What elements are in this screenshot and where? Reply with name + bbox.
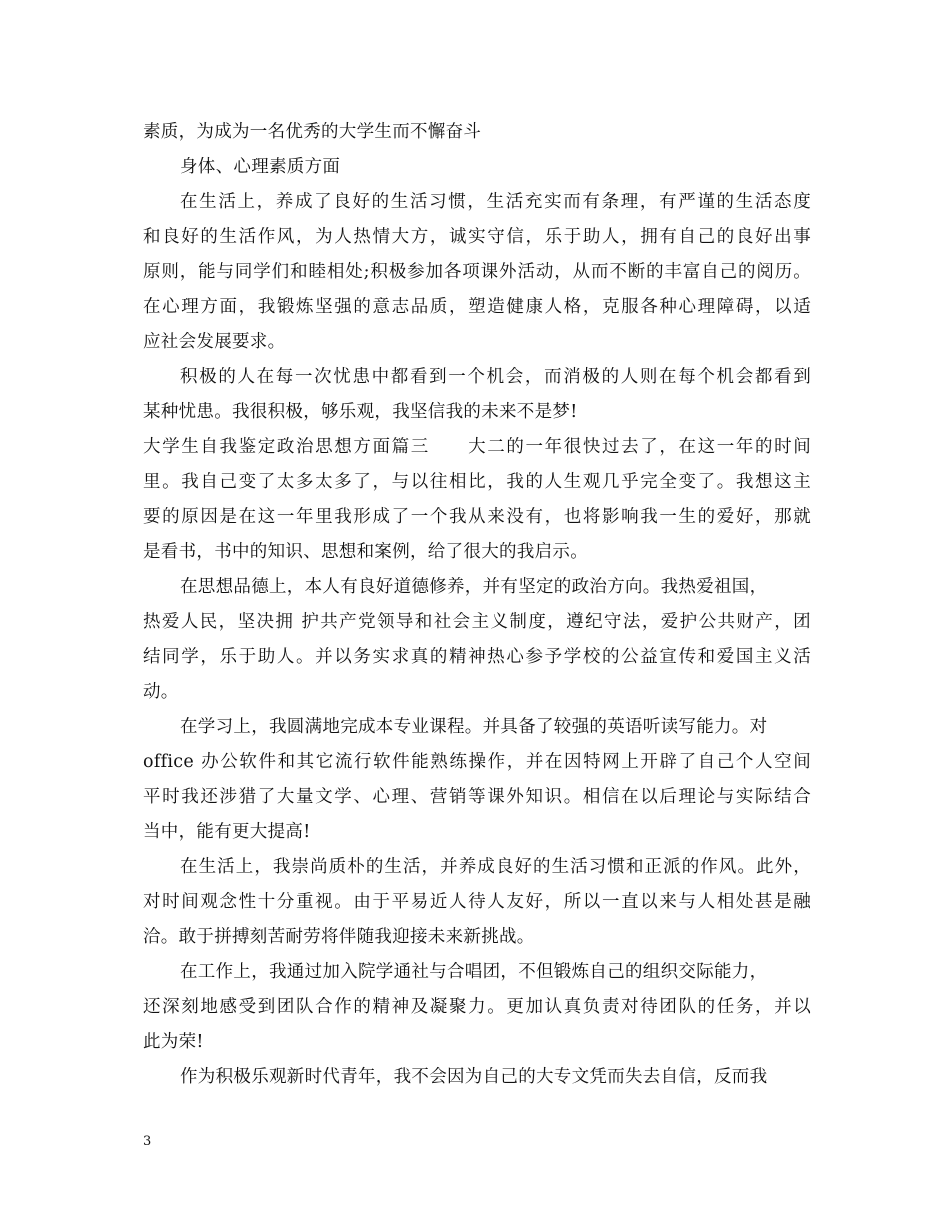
- text-line: office 办公软件和其它流行软件能熟练操作，并在因特网上开辟了自己个人空间: [143, 752, 811, 772]
- text-line: 对时间观念性十分重视。由于平易近人待人友好，所以一直以来与人相处甚是融: [143, 892, 811, 912]
- text-line: 在心理方面，我锻炼坚强的意志品质，塑造健康人格，克服各种心理障碍，以适: [143, 297, 811, 317]
- text-line: 要的原因是在这一年里我形成了一个我从来没有，也将影响我一生的爱好，那就: [143, 507, 811, 527]
- text-line: 应社会发展要求。: [143, 332, 286, 352]
- text-line: 积极的人在每一次忧患中都看到一个机会，而消极的人则在每个机会都看到: [180, 367, 811, 387]
- text-line: 作为积极乐观新时代青年，我不会因为自己的大专文凭而失去自信，反而我: [180, 1067, 768, 1087]
- text-line: 和良好的生活作风，为人热情大方，诚实守信，乐于助人，拥有自己的良好出事: [143, 227, 811, 247]
- text-line: 里。我自己变了太多太多了，与以往相比，我的人生观几乎完全变了。我想这主: [143, 472, 811, 492]
- document-body: [143, 115, 811, 1095]
- text-line: 在工作上，我通过加入院学通社与合唱团，不但锻炼自己的组织交际能力，: [180, 962, 768, 982]
- text-line: 素质，为成为一名优秀的大学生而不懈奋斗: [143, 122, 482, 142]
- page-number: 3: [143, 1134, 152, 1149]
- section-heading: 身体、心理素质方面: [180, 157, 341, 177]
- text-line: 是看书，书中的知识、思想和案例，给了很大的我启示。: [143, 542, 588, 562]
- text-line: 平时我还涉猎了大量文学、心理、营销等课外知识。相信在以后理论与实际结合: [143, 787, 811, 807]
- text-line: 某种忧患。我很积极，够乐观，我坚信我的未来不是梦!: [143, 402, 578, 422]
- text-line: 热爱人民，坚决拥 护共产党领导和社会主义制度，遵纪守法，爱护公共财产，团: [143, 612, 811, 632]
- text-line: 在生活上，我崇尚质朴的生活，并养成良好的生活习惯和正派的作风。此外，: [180, 857, 811, 877]
- text-line: 在思想品德上，本人有良好道德修养，并有坚定的政治方向。我热爱祖国，: [180, 577, 768, 597]
- text-line: 结同学，乐于助人。并以务实求真的精神热心参予学校的公益宣传和爱国主义活: [143, 647, 811, 667]
- text-line: 此为荣!: [143, 1032, 204, 1052]
- text-line: 大学生自我鉴定政治思想方面篇三 大二的一年很快过去了，在这一年的时间: [143, 437, 811, 457]
- text-line: 在生活上，养成了良好的生活习惯，生活充实而有条理，有严谨的生活态度: [180, 192, 811, 212]
- text-line: 原则，能与同学们和睦相处;积极参加各项课外活动，从而不断的丰富自己的阅历。: [143, 262, 811, 282]
- text-line: 动。: [143, 682, 179, 702]
- text-line: 还深刻地感受到团队合作的精神及凝聚力。更加认真负责对待团队的任务，并以: [143, 997, 811, 1017]
- text-line: 当中，能有更大提高!: [143, 822, 311, 842]
- text-line: 洽。敢于拼搏刻苦耐劳将伴随我迎接未来新挑战。: [143, 927, 535, 947]
- text-line: 在学习上，我圆满地完成本专业课程。并具备了较强的英语听读写能力。对: [180, 717, 768, 737]
